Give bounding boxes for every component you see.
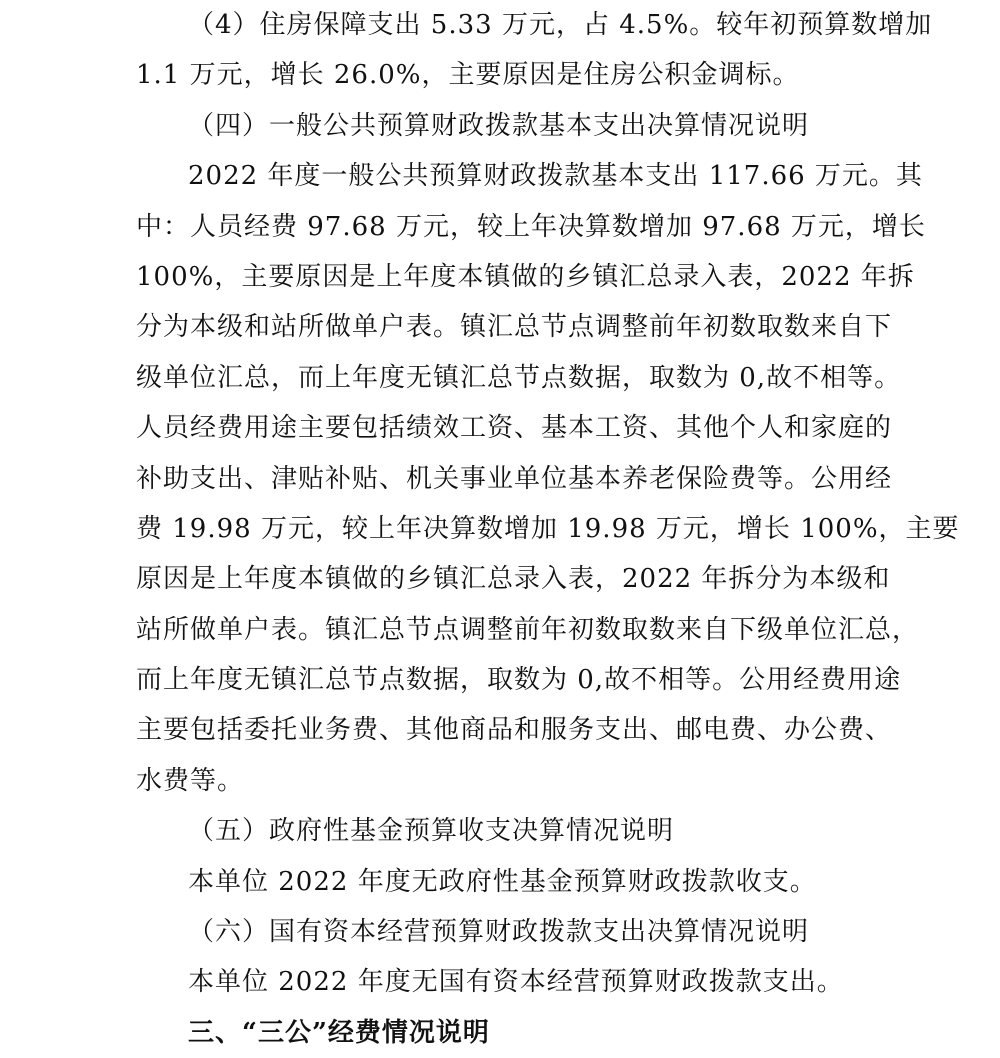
text-line-13: 站所做单户表。镇汇总节点调整前年初数取数来自下级单位汇总， <box>136 614 920 645</box>
text-line-6: 100%，主要原因是上年度本镇做的乡镇汇总录入表，2022 年拆 <box>136 261 915 292</box>
text-line-12: 原因是上年度本镇做的乡镇汇总录入表，2022 年拆分为本级和 <box>136 564 891 595</box>
section-heading-3: 三、“三公”经费情况说明 <box>188 1017 490 1048</box>
text-line-11: 费 19.98 万元，较上年决算数增加 19.98 万元，增长 100%，主要 <box>136 513 960 544</box>
section-heading-5: （五）政府性基金预算收支决算情况说明 <box>188 816 675 847</box>
text-line-2: 1.1 万元，增长 26.0%，主要原因是住房公积金调标。 <box>136 60 800 91</box>
text-line-1: （4）住房保障支出 5.33 万元，占 4.5%。较年初预算数增加 <box>188 10 933 40</box>
text-line-14: 而上年度无镇汇总节点数据，取数为 0,故不相等。公用经费用途 <box>136 665 902 696</box>
text-line-4: 2022 年度一般公共预算财政拨款基本支出 117.66 万元。其 <box>188 161 923 192</box>
text-line-9: 人员经费用途主要包括绩效工资、基本工资、其他个人和家庭的 <box>136 413 893 444</box>
text-line-10: 补助支出、津贴补贴、机关事业单位基本养老保险费等。公用经 <box>136 463 893 494</box>
text-line-18: 本单位 2022 年度无政府性基金预算财政拨款收支。 <box>188 866 817 897</box>
document-page <box>136 0 960 1058</box>
text-line-15: 主要包括委托业务费、其他商品和服务支出、邮电费、办公费、 <box>136 715 893 746</box>
text-line-7: 分为本级和站所做单户表。镇汇总节点调整前年初数取数来自下 <box>136 312 893 343</box>
text-line-5: 中：人员经费 97.68 万元，较上年决算数增加 97.68 万元，增长 <box>136 211 926 242</box>
section-heading-6: （六）国有资本经营预算财政拨款支出决算情况说明 <box>188 917 810 948</box>
text-line-16: 水费等。 <box>136 765 245 796</box>
text-line-20: 本单位 2022 年度无国有资本经营预算财政拨款支出。 <box>188 967 844 998</box>
section-heading-4: （四）一般公共预算财政拨款基本支出决算情况说明 <box>188 110 810 141</box>
text-line-8: 级单位汇总，而上年度无镇汇总节点数据，取数为 0,故不相等。 <box>136 362 902 393</box>
